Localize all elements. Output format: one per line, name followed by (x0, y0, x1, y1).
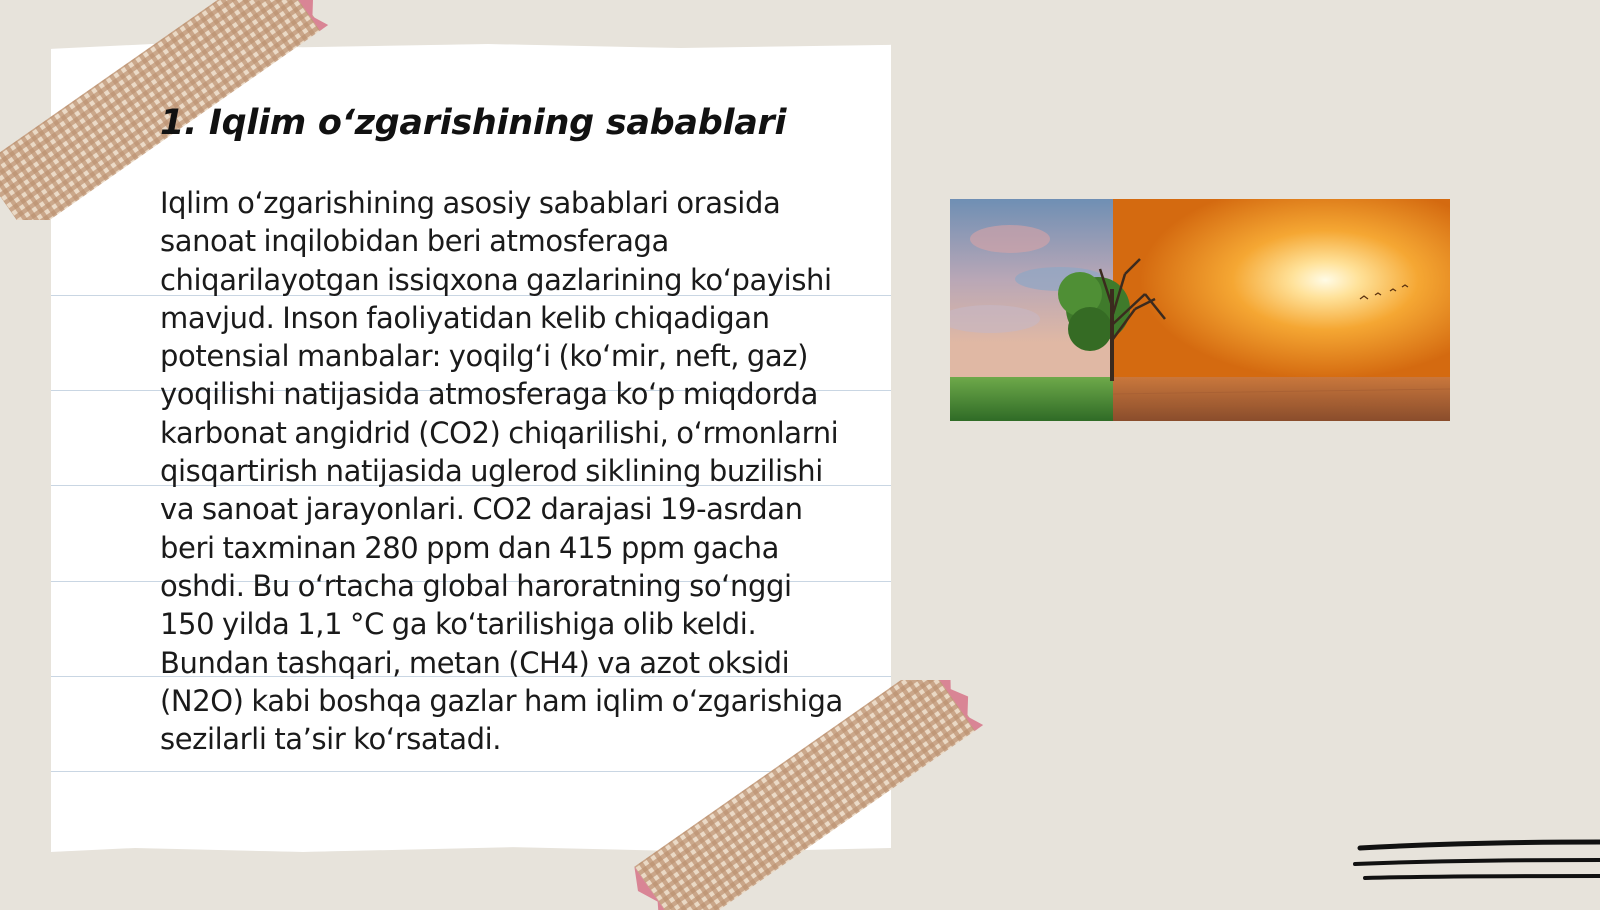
climate-change-image (950, 199, 1450, 421)
slide-title: 1. Iqlim o‘zgarishining sabablari (160, 103, 787, 143)
scribble-lines (1340, 836, 1600, 900)
slide-body-text: Iqlim o‘zgarishining asosiy sabablari orasida sanoat inqilobidan beri atmosferaga chiqarilayotgan issiqxona gazlarining ko‘payishi mavjud. Inson faoliyatidan kelib chiqadigan potensial manbalar: yoqilg‘i (ko‘mir, neft, gaz) yoqilishi natijasida atmosferaga ko‘p miqdorda karbonat angidrid (CO2) chiqarilishi, o‘rmonlarni qisqartirish natijasida uglerod siklining buzilishi va sanoat jarayonlari. CO2 darajasi 19-asrdan beri taxminan 280 ppm dan 415 ppm gacha oshdi. Bu o‘rtacha global haroratning so‘nggi 150 yilda 1,1 °C ga ko‘tarilishiga olib keldi. Bundan tashqari, metan (CH4) va azot oksidi (N2O) kabi boshqa gazlar ham iqlim o‘zgarishiga sezilarli ta’sir ko‘rsatadi. (160, 186, 843, 757)
